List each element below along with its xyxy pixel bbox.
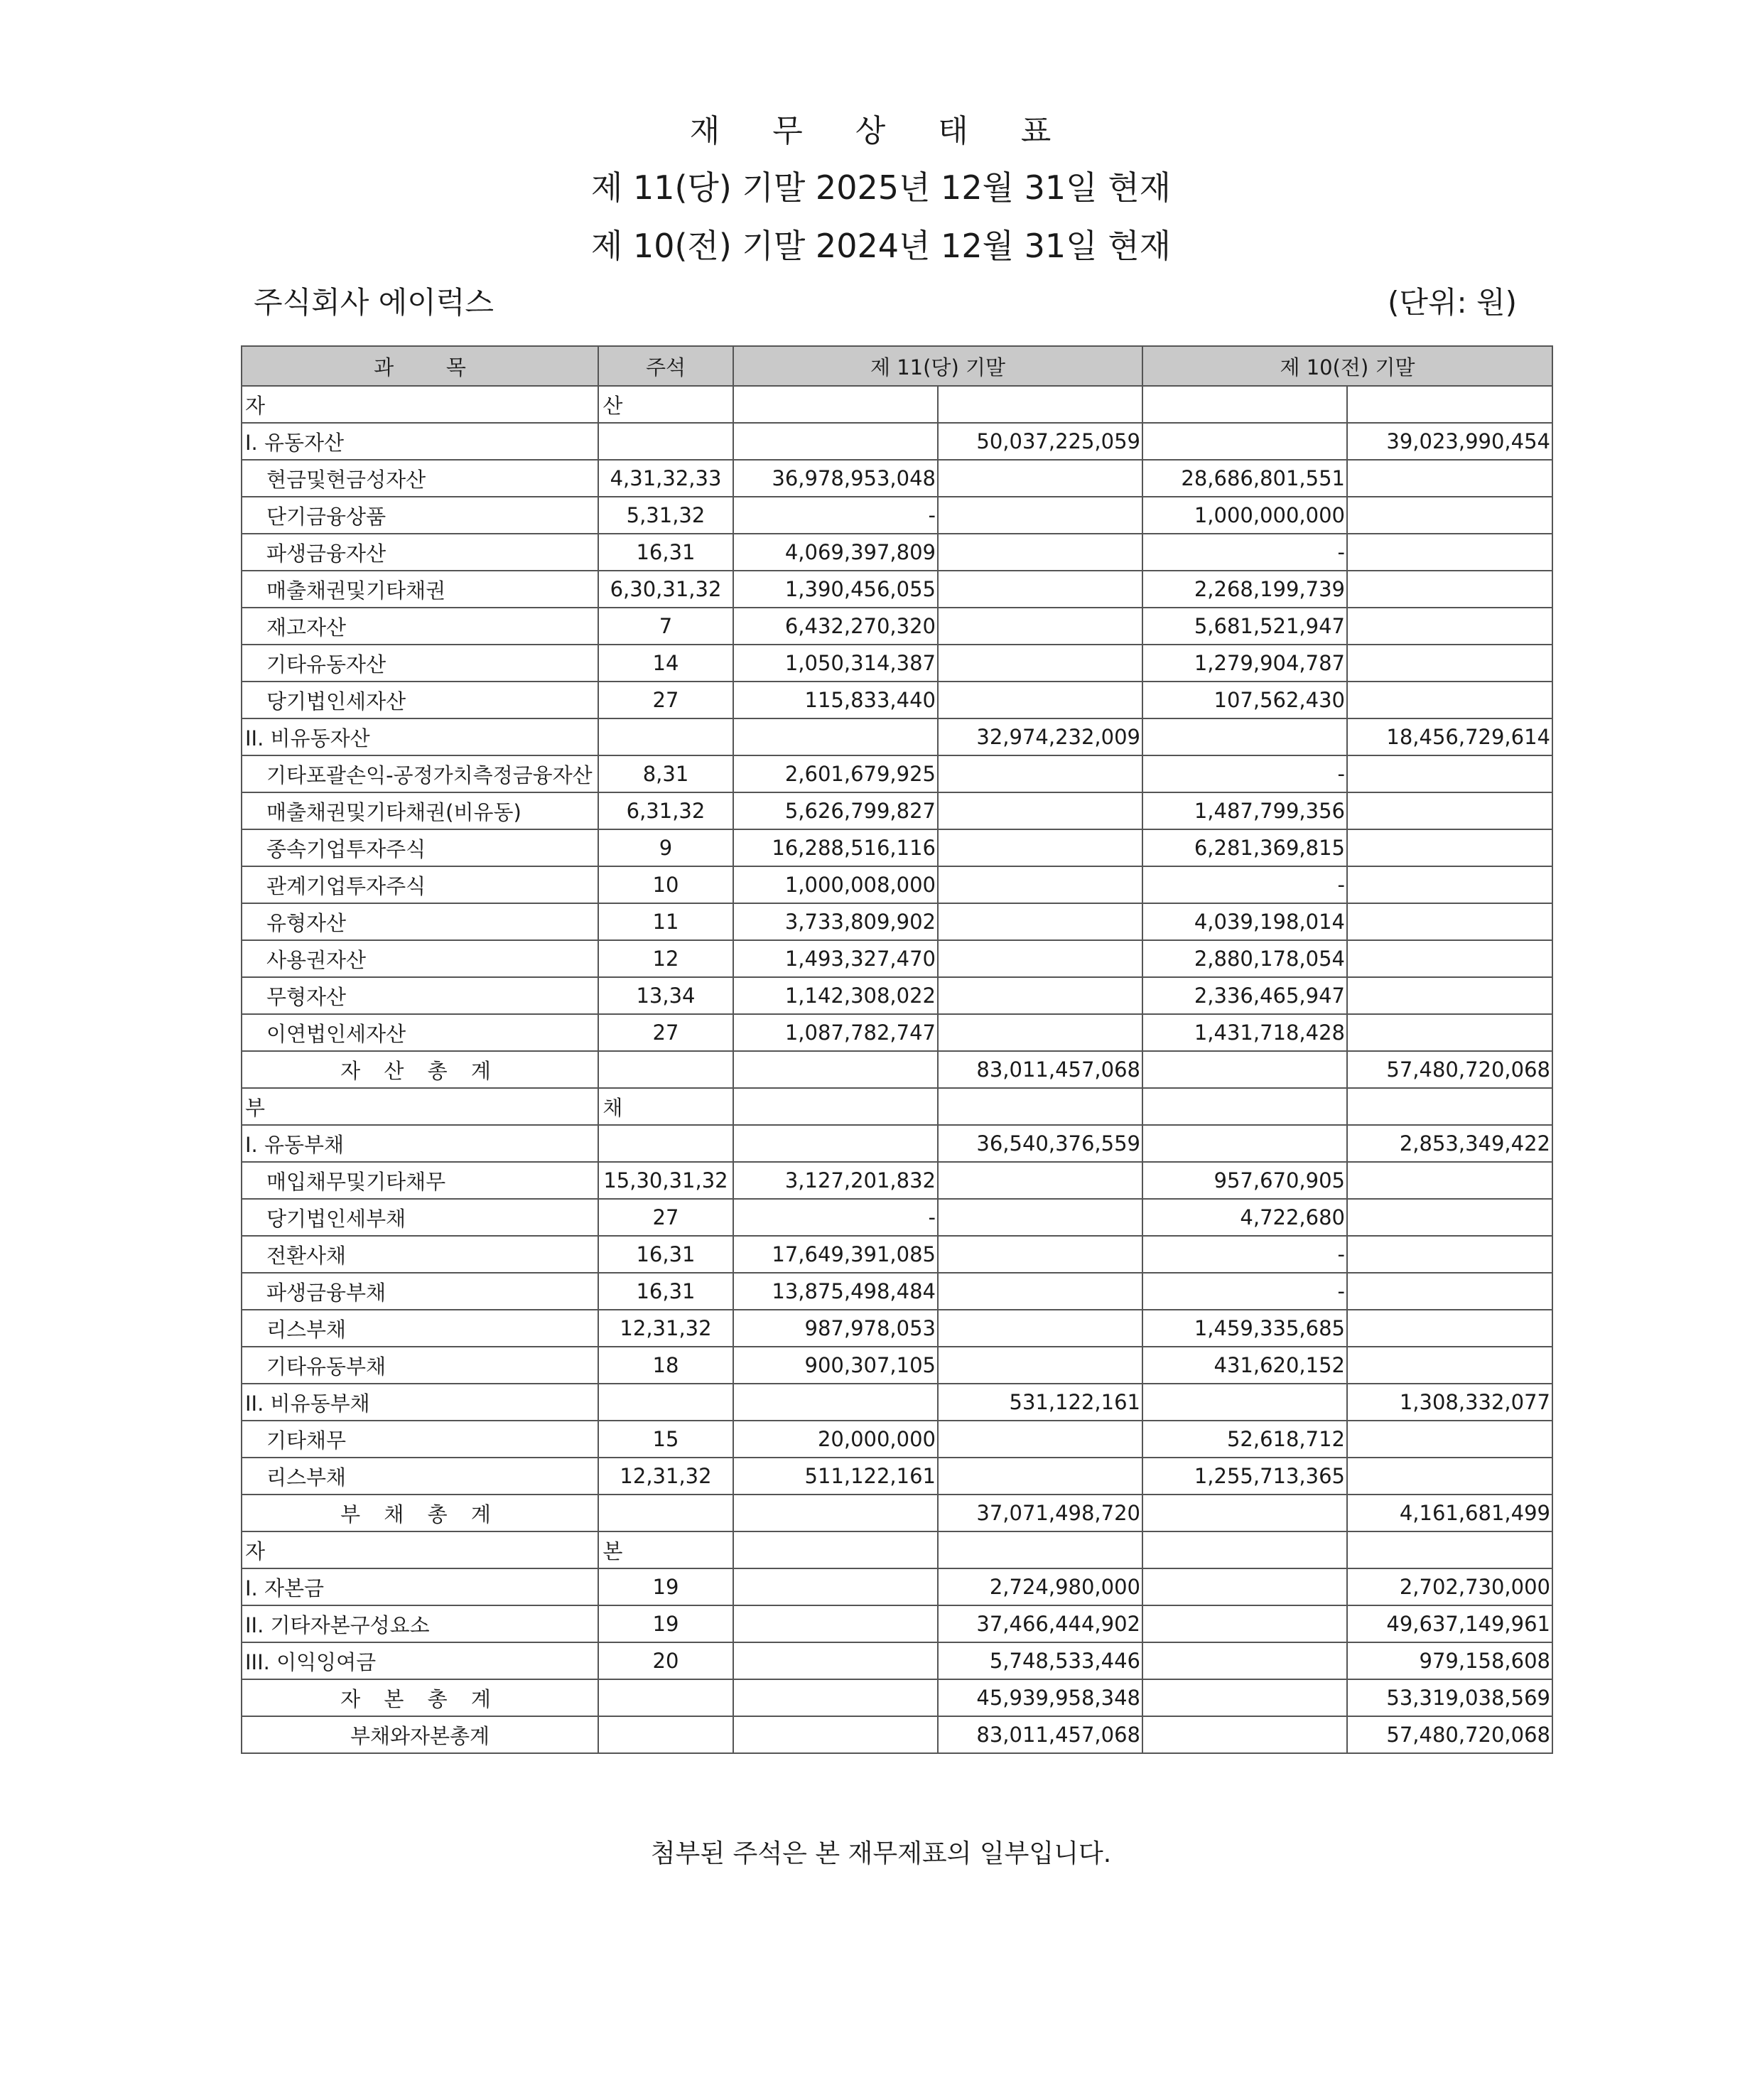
note-cell: 13,34 bbox=[598, 977, 733, 1014]
prior-item-cell bbox=[1142, 1384, 1347, 1421]
table-row bbox=[242, 682, 1552, 718]
current-total-cell: 5,748,533,446 bbox=[938, 1642, 1142, 1679]
current-total-cell bbox=[938, 755, 1142, 792]
current-item-cell bbox=[733, 1568, 938, 1605]
table-row bbox=[242, 1162, 1552, 1199]
prior-item-cell bbox=[1142, 386, 1347, 423]
prior-total-cell bbox=[1347, 977, 1552, 1014]
table-row bbox=[242, 571, 1552, 608]
account-cell: 유형자산 bbox=[242, 903, 598, 940]
current-total-cell bbox=[938, 1014, 1142, 1051]
note-cell: 4,31,32,33 bbox=[598, 460, 733, 497]
current-total-cell: 37,466,444,902 bbox=[938, 1605, 1142, 1642]
table-row bbox=[242, 423, 1552, 460]
current-item-cell: 4,069,397,809 bbox=[733, 534, 938, 571]
table-row bbox=[242, 1014, 1552, 1051]
current-total-cell bbox=[938, 497, 1142, 534]
account-cell: 부 채 bbox=[242, 1088, 598, 1125]
account-cell: II. 기타자본구성요소 bbox=[242, 1605, 598, 1642]
note-cell: 12,31,32 bbox=[598, 1310, 733, 1347]
table-row bbox=[242, 866, 1552, 903]
table-row bbox=[242, 1125, 1552, 1162]
table-row bbox=[242, 1679, 1552, 1716]
table-row bbox=[242, 1495, 1552, 1531]
prior-item-cell: - bbox=[1142, 1236, 1347, 1273]
current-total-cell bbox=[938, 1531, 1142, 1568]
prior-item-cell: - bbox=[1142, 534, 1347, 571]
note-cell bbox=[598, 1125, 733, 1162]
current-item-cell bbox=[733, 718, 938, 755]
table-row bbox=[242, 1347, 1552, 1384]
prior-item-cell bbox=[1142, 1568, 1347, 1605]
table-row bbox=[242, 1236, 1552, 1273]
table-row bbox=[242, 829, 1552, 866]
account-cell: 전환사채 bbox=[242, 1236, 598, 1273]
note-cell: 7 bbox=[598, 608, 733, 645]
prior-total-cell bbox=[1347, 792, 1552, 829]
current-total-cell: 83,011,457,068 bbox=[938, 1716, 1142, 1753]
col-account-header: 과 목 bbox=[242, 346, 598, 386]
current-item-cell: - bbox=[733, 1199, 938, 1236]
current-total-cell bbox=[938, 1273, 1142, 1310]
prior-total-cell bbox=[1347, 682, 1552, 718]
prior-total-cell bbox=[1347, 1458, 1552, 1495]
account-cell: 파생금융부채 bbox=[242, 1273, 598, 1310]
prior-item-cell: 2,268,199,739 bbox=[1142, 571, 1347, 608]
current-total-cell: 45,939,958,348 bbox=[938, 1679, 1142, 1716]
prior-item-cell: 957,670,905 bbox=[1142, 1162, 1347, 1199]
prior-total-cell bbox=[1347, 755, 1552, 792]
prior-item-cell bbox=[1142, 1716, 1347, 1753]
prior-total-cell: 1,308,332,077 bbox=[1347, 1384, 1552, 1421]
current-total-cell: 32,974,232,009 bbox=[938, 718, 1142, 755]
table-row bbox=[242, 718, 1552, 755]
account-cell: 자 산 총 계 bbox=[242, 1051, 598, 1088]
prior-total-cell bbox=[1347, 1236, 1552, 1273]
prior-item-cell: 1,279,904,787 bbox=[1142, 645, 1347, 682]
table-row bbox=[242, 608, 1552, 645]
prior-total-cell bbox=[1347, 1199, 1552, 1236]
current-total-cell bbox=[938, 460, 1142, 497]
current-item-cell: 115,833,440 bbox=[733, 682, 938, 718]
table-row bbox=[242, 1458, 1552, 1495]
account-cell: 자 산 bbox=[242, 386, 598, 423]
prior-total-cell bbox=[1347, 497, 1552, 534]
col-prior-header: 제 10(전) 기말 bbox=[1142, 346, 1552, 386]
prior-item-cell: 107,562,430 bbox=[1142, 682, 1347, 718]
prior-total-cell: 2,853,349,422 bbox=[1347, 1125, 1552, 1162]
note-cell: 15,30,31,32 bbox=[598, 1162, 733, 1199]
prior-total-cell bbox=[1347, 1421, 1552, 1458]
note-cell bbox=[598, 1495, 733, 1531]
account-cell: 리스부채 bbox=[242, 1458, 598, 1495]
current-item-cell bbox=[733, 1642, 938, 1679]
prior-item-cell bbox=[1142, 1679, 1347, 1716]
prior-item-cell: 5,681,521,947 bbox=[1142, 608, 1347, 645]
prior-total-cell bbox=[1347, 608, 1552, 645]
prior-total-cell bbox=[1347, 534, 1552, 571]
account-cell: 자 본 bbox=[242, 1531, 598, 1568]
account-cell: 기타유동부채 bbox=[242, 1347, 598, 1384]
prior-total-cell bbox=[1347, 571, 1552, 608]
current-item-cell bbox=[733, 1384, 938, 1421]
account-cell: 부 채 총 계 bbox=[242, 1495, 598, 1531]
prior-item-cell: 4,722,680 bbox=[1142, 1199, 1347, 1236]
prior-total-cell: 979,158,608 bbox=[1347, 1642, 1552, 1679]
note-cell: 16,31 bbox=[598, 534, 733, 571]
prior-item-cell: 28,686,801,551 bbox=[1142, 460, 1347, 497]
current-item-cell: 2,601,679,925 bbox=[733, 755, 938, 792]
table-row bbox=[242, 903, 1552, 940]
account-cell: 종속기업투자주식 bbox=[242, 829, 598, 866]
current-total-cell: 83,011,457,068 bbox=[938, 1051, 1142, 1088]
account-cell: 당기법인세자산 bbox=[242, 682, 598, 718]
prior-total-cell: 18,456,729,614 bbox=[1347, 718, 1552, 755]
note-cell: 6,31,32 bbox=[598, 792, 733, 829]
period-prior: 제 10(전) 기말 2024년 12월 31일 현재 bbox=[590, 227, 1172, 265]
current-total-cell bbox=[938, 1458, 1142, 1495]
current-total-cell bbox=[938, 1421, 1142, 1458]
note-cell: 9 bbox=[598, 829, 733, 866]
prior-total-cell: 57,480,720,068 bbox=[1347, 1716, 1552, 1753]
note-cell: 10 bbox=[598, 866, 733, 903]
current-item-cell bbox=[733, 423, 938, 460]
account-cell: 재고자산 bbox=[242, 608, 598, 645]
prior-total-cell bbox=[1347, 1273, 1552, 1310]
prior-total-cell: 49,637,149,961 bbox=[1347, 1605, 1552, 1642]
account-cell: I. 유동자산 bbox=[242, 423, 598, 460]
note-cell: 18 bbox=[598, 1347, 733, 1384]
prior-total-cell bbox=[1347, 866, 1552, 903]
account-cell: 단기금융상품 bbox=[242, 497, 598, 534]
table-row bbox=[242, 755, 1552, 792]
table-header-row bbox=[242, 346, 1552, 386]
note-cell bbox=[598, 1716, 733, 1753]
note-cell: 20 bbox=[598, 1642, 733, 1679]
col-note-header: 주석 bbox=[598, 346, 733, 386]
note-cell bbox=[598, 718, 733, 755]
table-row bbox=[242, 1051, 1552, 1088]
note-cell: 14 bbox=[598, 645, 733, 682]
prior-item-cell: 1,255,713,365 bbox=[1142, 1458, 1347, 1495]
current-total-cell bbox=[938, 645, 1142, 682]
table-row bbox=[242, 1716, 1552, 1753]
prior-total-cell bbox=[1347, 645, 1552, 682]
current-item-cell bbox=[733, 1125, 938, 1162]
prior-item-cell bbox=[1142, 1642, 1347, 1679]
prior-item-cell: 1,431,718,428 bbox=[1142, 1014, 1347, 1051]
current-item-cell bbox=[733, 1716, 938, 1753]
prior-item-cell: 52,618,712 bbox=[1142, 1421, 1347, 1458]
account-cell: II. 비유동자산 bbox=[242, 718, 598, 755]
current-total-cell: 2,724,980,000 bbox=[938, 1568, 1142, 1605]
current-item-cell: 36,978,953,048 bbox=[733, 460, 938, 497]
period-current: 제 11(당) 기말 2025년 12월 31일 현재 bbox=[590, 168, 1172, 207]
table-row bbox=[242, 497, 1552, 534]
current-item-cell: 17,649,391,085 bbox=[733, 1236, 938, 1273]
prior-item-cell: - bbox=[1142, 755, 1347, 792]
prior-total-cell bbox=[1347, 940, 1552, 977]
prior-item-cell: 1,000,000,000 bbox=[1142, 497, 1347, 534]
current-item-cell: 1,087,782,747 bbox=[733, 1014, 938, 1051]
account-cell: 부채와자본총계 bbox=[242, 1716, 598, 1753]
account-cell: 당기법인세부채 bbox=[242, 1199, 598, 1236]
current-item-cell: 1,390,456,055 bbox=[733, 571, 938, 608]
prior-total-cell: 57,480,720,068 bbox=[1347, 1051, 1552, 1088]
current-total-cell bbox=[938, 1199, 1142, 1236]
current-total-cell bbox=[938, 1236, 1142, 1273]
current-total-cell bbox=[938, 940, 1142, 977]
table-row bbox=[242, 940, 1552, 977]
current-item-cell: 3,127,201,832 bbox=[733, 1162, 938, 1199]
note-cell: 27 bbox=[598, 682, 733, 718]
current-total-cell bbox=[938, 534, 1142, 571]
current-item-cell bbox=[733, 1051, 938, 1088]
table-row bbox=[242, 1605, 1552, 1642]
table-row bbox=[242, 645, 1552, 682]
current-total-cell bbox=[938, 977, 1142, 1014]
table-row bbox=[242, 460, 1552, 497]
table-row bbox=[242, 386, 1552, 423]
prior-item-cell bbox=[1142, 1531, 1347, 1568]
prior-total-cell: 39,023,990,454 bbox=[1347, 423, 1552, 460]
account-cell: 관계기업투자주식 bbox=[242, 866, 598, 903]
prior-item-cell: 431,620,152 bbox=[1142, 1347, 1347, 1384]
current-item-cell bbox=[733, 1531, 938, 1568]
note-cell: 11 bbox=[598, 903, 733, 940]
account-cell: 파생금융자산 bbox=[242, 534, 598, 571]
current-item-cell bbox=[733, 1679, 938, 1716]
current-item-cell: 1,050,314,387 bbox=[733, 645, 938, 682]
prior-total-cell bbox=[1347, 1162, 1552, 1199]
table-body bbox=[242, 386, 1552, 1753]
note-cell: 5,31,32 bbox=[598, 497, 733, 534]
note-cell: 6,30,31,32 bbox=[598, 571, 733, 608]
prior-total-cell: 53,319,038,569 bbox=[1347, 1679, 1552, 1716]
current-total-cell: 531,122,161 bbox=[938, 1384, 1142, 1421]
table-row bbox=[242, 977, 1552, 1014]
current-total-cell bbox=[938, 386, 1142, 423]
account-cell: 기타포괄손익-공정가치측정금융자산 bbox=[242, 755, 598, 792]
current-total-cell bbox=[938, 1162, 1142, 1199]
note-cell bbox=[598, 1679, 733, 1716]
account-cell: 매출채권및기타채권 bbox=[242, 571, 598, 608]
prior-item-cell: 4,039,198,014 bbox=[1142, 903, 1347, 940]
unit-label: (단위: 원) bbox=[1388, 285, 1517, 320]
note-cell: 19 bbox=[598, 1605, 733, 1642]
prior-total-cell bbox=[1347, 1088, 1552, 1125]
current-total-cell bbox=[938, 1088, 1142, 1125]
company-name: 주식회사 에이럭스 bbox=[254, 285, 494, 320]
current-item-cell: 987,978,053 bbox=[733, 1310, 938, 1347]
current-total-cell bbox=[938, 682, 1142, 718]
prior-item-cell: - bbox=[1142, 1273, 1347, 1310]
current-item-cell: 13,875,498,484 bbox=[733, 1273, 938, 1310]
account-cell: 이연법인세자산 bbox=[242, 1014, 598, 1051]
account-cell: 기타채무 bbox=[242, 1421, 598, 1458]
note-cell bbox=[598, 1051, 733, 1088]
current-total-cell: 37,071,498,720 bbox=[938, 1495, 1142, 1531]
col-current-header: 제 11(당) 기말 bbox=[733, 346, 1142, 386]
current-total-cell bbox=[938, 792, 1142, 829]
note-cell bbox=[598, 423, 733, 460]
note-cell: 15 bbox=[598, 1421, 733, 1458]
current-item-cell bbox=[733, 1605, 938, 1642]
prior-total-cell bbox=[1347, 1347, 1552, 1384]
document-title: 재 무 상 태 표 bbox=[689, 113, 1073, 149]
current-total-cell: 36,540,376,559 bbox=[938, 1125, 1142, 1162]
current-total-cell bbox=[938, 903, 1142, 940]
account-cell: III. 이익잉여금 bbox=[242, 1642, 598, 1679]
prior-item-cell bbox=[1142, 1125, 1347, 1162]
account-cell: I. 유동부채 bbox=[242, 1125, 598, 1162]
prior-total-cell bbox=[1347, 903, 1552, 940]
prior-item-cell bbox=[1142, 1088, 1347, 1125]
note-cell: 16,31 bbox=[598, 1273, 733, 1310]
table-row bbox=[242, 1421, 1552, 1458]
current-item-cell: 1,000,008,000 bbox=[733, 866, 938, 903]
account-cell: I. 자본금 bbox=[242, 1568, 598, 1605]
table-row bbox=[242, 1088, 1552, 1125]
prior-total-cell bbox=[1347, 1014, 1552, 1051]
account-cell: 사용권자산 bbox=[242, 940, 598, 977]
current-item-cell: 5,626,799,827 bbox=[733, 792, 938, 829]
account-cell: 자 본 총 계 bbox=[242, 1679, 598, 1716]
prior-total-cell: 4,161,681,499 bbox=[1347, 1495, 1552, 1531]
prior-total-cell bbox=[1347, 1531, 1552, 1568]
account-cell: 무형자산 bbox=[242, 977, 598, 1014]
current-item-cell: - bbox=[733, 497, 938, 534]
prior-total-cell bbox=[1347, 1310, 1552, 1347]
current-item-cell: 3,733,809,902 bbox=[733, 903, 938, 940]
account-cell: 매출채권및기타채권(비유동) bbox=[242, 792, 598, 829]
prior-total-cell: 2,702,730,000 bbox=[1347, 1568, 1552, 1605]
note-cell bbox=[598, 1384, 733, 1421]
note-cell: 27 bbox=[598, 1199, 733, 1236]
current-item-cell: 1,142,308,022 bbox=[733, 977, 938, 1014]
prior-total-cell bbox=[1347, 386, 1552, 423]
current-item-cell: 20,000,000 bbox=[733, 1421, 938, 1458]
prior-item-cell: 2,880,178,054 bbox=[1142, 940, 1347, 977]
current-item-cell: 6,432,270,320 bbox=[733, 608, 938, 645]
current-total-cell bbox=[938, 1347, 1142, 1384]
table-row bbox=[242, 1531, 1552, 1568]
account-cell: 매입채무및기타채무 bbox=[242, 1162, 598, 1199]
table-row bbox=[242, 792, 1552, 829]
current-total-cell bbox=[938, 829, 1142, 866]
current-item-cell: 1,493,327,470 bbox=[733, 940, 938, 977]
note-cell: 19 bbox=[598, 1568, 733, 1605]
prior-item-cell: 6,281,369,815 bbox=[1142, 829, 1347, 866]
current-total-cell bbox=[938, 866, 1142, 903]
account-cell: II. 비유동부채 bbox=[242, 1384, 598, 1421]
prior-item-cell: - bbox=[1142, 866, 1347, 903]
table-row bbox=[242, 1642, 1552, 1679]
table-row bbox=[242, 1310, 1552, 1347]
prior-item-cell bbox=[1142, 1605, 1347, 1642]
current-total-cell bbox=[938, 571, 1142, 608]
prior-item-cell bbox=[1142, 423, 1347, 460]
table-row bbox=[242, 1273, 1552, 1310]
prior-item-cell: 1,487,799,356 bbox=[1142, 792, 1347, 829]
note-cell: 12,31,32 bbox=[598, 1458, 733, 1495]
footer-note: 첨부된 주석은 본 재무제표의 일부입니다. bbox=[650, 1839, 1112, 1868]
current-item-cell bbox=[733, 1495, 938, 1531]
current-total-cell bbox=[938, 608, 1142, 645]
note-cell: 12 bbox=[598, 940, 733, 977]
prior-item-cell: 2,336,465,947 bbox=[1142, 977, 1347, 1014]
account-cell: 리스부채 bbox=[242, 1310, 598, 1347]
current-item-cell: 900,307,105 bbox=[733, 1347, 938, 1384]
current-item-cell bbox=[733, 386, 938, 423]
prior-item-cell bbox=[1142, 1495, 1347, 1531]
note-cell: 27 bbox=[598, 1014, 733, 1051]
table-row bbox=[242, 1384, 1552, 1421]
table-row bbox=[242, 534, 1552, 571]
note-cell: 8,31 bbox=[598, 755, 733, 792]
current-item-cell: 16,288,516,116 bbox=[733, 829, 938, 866]
prior-item-cell bbox=[1142, 1051, 1347, 1088]
account-cell: 현금및현금성자산 bbox=[242, 460, 598, 497]
current-total-cell bbox=[938, 1310, 1142, 1347]
balance-sheet-table bbox=[241, 345, 1553, 1754]
table-row bbox=[242, 1199, 1552, 1236]
account-cell: 기타유동자산 bbox=[242, 645, 598, 682]
note-cell: 16,31 bbox=[598, 1236, 733, 1273]
prior-total-cell bbox=[1347, 460, 1552, 497]
table-row bbox=[242, 1568, 1552, 1605]
prior-total-cell bbox=[1347, 829, 1552, 866]
current-item-cell bbox=[733, 1088, 938, 1125]
prior-item-cell: 1,459,335,685 bbox=[1142, 1310, 1347, 1347]
current-total-cell: 50,037,225,059 bbox=[938, 423, 1142, 460]
prior-item-cell bbox=[1142, 718, 1347, 755]
current-item-cell: 511,122,161 bbox=[733, 1458, 938, 1495]
